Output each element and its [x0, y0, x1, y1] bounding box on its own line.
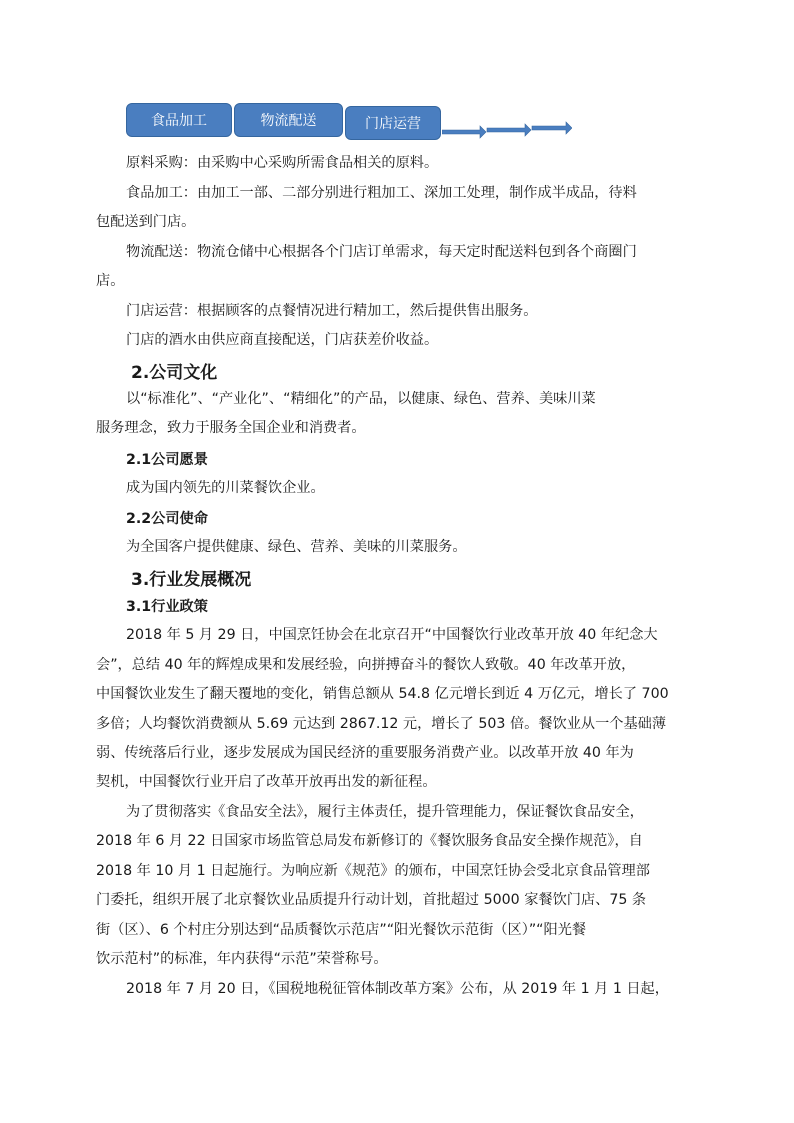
arrow-right-icon — [442, 126, 486, 138]
text-line: 2018 年 10 月 1 日起施行。为响应新《规范》的颁布，中国烹饪协会受北京食品管理部 — [96, 863, 650, 879]
text-line: 街（区）、6 个村庄分别达到“品质餐饮示范店”“阳光餐饮示范街（区）”“阳光餐 — [96, 922, 587, 938]
text-line: 物流配送：物流仓储中心根据各个门店订单需求，每天定时配送料包到各个商圈门 — [126, 244, 637, 260]
text-line: 2018 年 7 月 20 日，《国税地税征管体制改革方案》公布，从 2019 年 1 月 1 日起， — [126, 981, 669, 997]
text-line: 饮示范村”的标准，年内获得“示范”荣誉称号。 — [96, 951, 388, 967]
text-line: 原料采购：由采购中心采购所需食品相关的原料。 — [126, 155, 439, 171]
text-line: 服务理念，致力于服务全国企业和消费者。 — [96, 420, 366, 436]
arrow-right-icon — [487, 124, 531, 136]
flow-step-food-processing — [126, 103, 232, 137]
text-line: 包配送到门店。 — [96, 214, 196, 230]
text-line: 食品加工：由加工一部、二部分别进行粗加工、深加工处理，制作成半成品，待料 — [126, 185, 637, 201]
text-line: 会”，总结 40 年的辉煌成果和发展经验，向拼搏奋斗的餐饮人致敬。40 年改革开放， — [96, 657, 636, 673]
subsection-heading: 2.2公司使命 — [126, 511, 208, 527]
text-line: 多倍；人均餐饮消费额从 5.69 元达到 2867.12 元，增长了 503 倍。餐饮业从一个基础薄 — [96, 716, 667, 732]
text-line: 店。 — [96, 273, 125, 289]
flow-step-store-operations — [345, 106, 441, 140]
flow-step-label: 物流配送 — [260, 113, 317, 129]
flow-step-logistics — [234, 103, 343, 137]
section-heading: 3.行业发展概况 — [131, 570, 252, 590]
text-line: 2018 年 5 月 29 日，中国烹饪协会在北京召开“中国餐饮行业改革开放 40 年纪念大 — [126, 627, 658, 643]
text-line: 以“标准化”、“产业化”、“精细化”的产品，以健康、绿色、营养、美味川菜 — [126, 391, 596, 407]
text-line: 为全国客户提供健康、绿色、营养、美味的川菜服务。 — [126, 539, 467, 555]
flow-step-label: 门店运营 — [365, 116, 421, 132]
subsection-heading: 2.1公司愿景 — [126, 452, 208, 468]
text-line: 契机，中国餐饮行业开启了改革开放再出发的新征程。 — [96, 774, 437, 790]
section-heading: 2.公司文化 — [131, 363, 218, 383]
text-line: 门委托，组织开展了北京餐饮业品质提升行动计划，首批超过 5000 家餐饮门店、75 条 — [96, 892, 647, 908]
text-line: 门店的酒水由供应商直接配送，门店获差价收益。 — [126, 332, 439, 348]
process-flow-diagram — [126, 103, 586, 143]
text-line: 弱、传统落后行业，逐步发展成为国民经济的重要服务消费产业。以改革开放 40 年为 — [96, 745, 634, 761]
text-line: 成为国内领先的川菜餐饮企业。 — [126, 480, 325, 496]
arrow-right-icon — [532, 122, 572, 134]
text-line: 为了贯彻落实《食品安全法》，履行主体责任，提升管理能力，保证餐饮食品安全， — [126, 804, 644, 820]
text-line: 中国餐饮业发生了翻天覆地的变化，销售总额从 54.8 亿元增长到近 4 万亿元，增长了 700 — [96, 686, 669, 702]
text-line: 2018 年 6 月 22 日国家市场监管总局发布新修订的《餐饮服务食品安全操作规范》，自 — [96, 833, 643, 849]
subsection-heading: 3.1行业政策 — [126, 599, 208, 615]
flow-step-label: 食品加工 — [151, 113, 207, 129]
flow-arrows — [442, 121, 572, 141]
text-line: 门店运营：根据顾客的点餐情况进行精加工，然后提供售出服务。 — [126, 303, 538, 319]
